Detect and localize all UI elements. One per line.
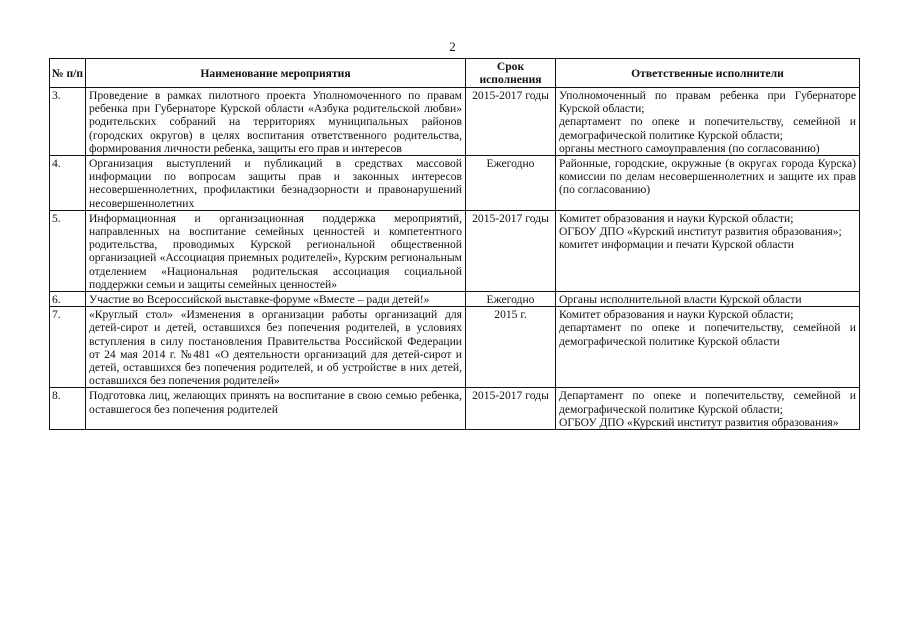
responsible-line: Органы исполнительной власти Курской области	[559, 293, 802, 307]
table-row	[50, 210, 860, 291]
row-name-text: Участие во Всероссийской выставке-форуме «Вместе – ради детей!»	[89, 293, 430, 307]
row-responsible	[556, 292, 860, 307]
responsible-line: департамент по опеке и попечительству, семейной и демографической политике Курской области;	[559, 115, 856, 142]
row-name-text: «Круглый стол» «Изменения в организации работы организаций для детей-сирот и детей, оставшихся без попечения родителей, в условиях вступления в силу постановления Правительства Российской Федерации от 24 мая 2014 г. №481 «О деятельности организаций для детей-сирот и детей, оставшихся без попечения родителей, и об устройстве в них детей, оставшихся без попечения родителей»	[89, 308, 462, 388]
responsible-line: Департамент по опеке и попечительству, семейной и демографической политике Курской области;	[559, 389, 856, 416]
row-name-text: Информационная и организационная поддержка мероприятий, направленных на воспитание семейных ценностей и компетентного родительства, проводимых Курской региональной общественной организацией «Ассоциация приемных родителей», Курским региональным отделением «Национальная родительская ассоциация социальной поддержки семьи и защиты семейных ценностей»	[89, 211, 462, 291]
responsible-line: Уполномоченный по правам ребенка при Губернаторе Курской области;	[559, 89, 856, 116]
row-name	[86, 307, 466, 388]
row-responsible	[556, 307, 860, 388]
row-number: 6.	[50, 292, 86, 307]
table-row	[50, 388, 860, 430]
header-responsible: Ответственные исполнители	[556, 59, 860, 88]
row-term: 2015-2017 годы	[466, 388, 556, 430]
row-responsible	[556, 210, 860, 291]
row-name	[86, 156, 466, 211]
responsible-line: Комитет образования и науки Курской области;	[559, 211, 794, 225]
row-term: Ежегодно	[466, 292, 556, 307]
row-number: 5.	[50, 210, 86, 291]
row-term: 2015-2017 годы	[466, 88, 556, 156]
responsible-line: ОГБОУ ДПО «Курский институт развития образования»	[559, 415, 839, 429]
responsible-line: Районные, городские, окружные (в округах города Курска) комиссии по делам несовершеннолетних и защите их прав (по согласованию)	[559, 157, 856, 197]
row-responsible	[556, 88, 860, 156]
row-term: 2015 г.	[466, 307, 556, 388]
row-number: 8.	[50, 388, 86, 430]
table-header-row	[50, 59, 860, 88]
responsible-line: ОГБОУ ДПО «Курский институт развития образования»;	[559, 225, 842, 239]
table-row	[50, 156, 860, 211]
row-number: 7.	[50, 307, 86, 388]
row-responsible	[556, 388, 860, 430]
row-term: Ежегодно	[466, 156, 556, 211]
responsible-line: органы местного самоуправления (по согласованию)	[559, 141, 820, 155]
responsible-line: комитет информации и печати Курской области	[559, 238, 794, 252]
row-name-text: Проведение в рамках пилотного проекта Уполномоченного по правам ребенка при Губернаторе Курской области «Азбука родительской любви» родительских собраний на территориях муниципальных районов (городских округов) в целях воспитания ответственного родительства, формирования личности ребенка, защиты его прав и интересов	[89, 89, 462, 155]
header-number: № п/п	[50, 59, 86, 88]
responsible-line: департамент по опеке и попечительству, семейной и демографической политике Курской области	[559, 321, 856, 348]
table-row	[50, 88, 860, 156]
row-responsible	[556, 156, 860, 211]
header-name: Наименование мероприятия	[86, 59, 466, 88]
row-name	[86, 388, 466, 430]
row-name-text: Организация выступлений и публикаций в средствах массовой информации по вопросам защиты прав и законных интересов несовершеннолетних, профилактики безнадзорности и правонарушений несовершеннолетних	[89, 157, 462, 210]
row-name-text: Подготовка лиц, желающих принять на воспитание в свою семью ребенка, оставшегося без попечения родителей	[89, 389, 462, 416]
row-number: 3.	[50, 88, 86, 156]
responsible-line: Комитет образования и науки Курской области;	[559, 308, 794, 322]
row-name	[86, 88, 466, 156]
page-number: 2	[449, 39, 456, 54]
row-name	[86, 210, 466, 291]
row-term: 2015-2017 годы	[466, 210, 556, 291]
measures-table	[49, 58, 860, 430]
row-number: 4.	[50, 156, 86, 211]
table-row	[50, 307, 860, 388]
table-row	[50, 292, 860, 307]
header-term: Срок исполнения	[466, 59, 556, 88]
row-name	[86, 292, 466, 307]
